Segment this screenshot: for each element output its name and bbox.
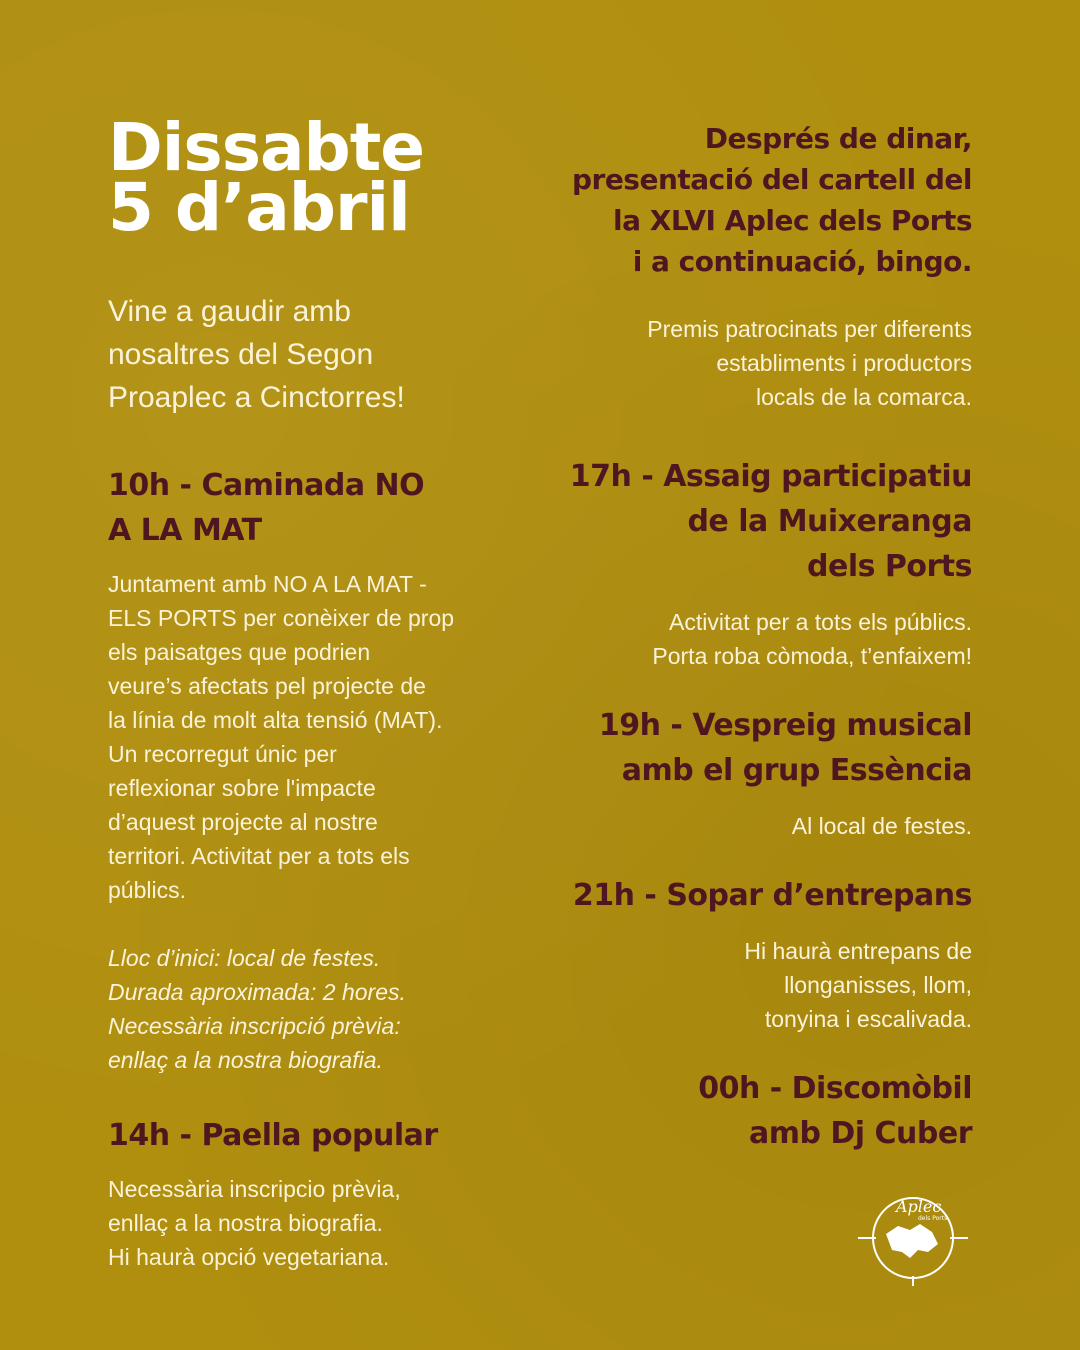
desc-line: Premis patrocinats per diferents [647, 316, 972, 342]
intro-line: nosaltres del Segon [108, 338, 374, 371]
event-heading-paella [108, 1113, 528, 1158]
desc-line: veure’s afectats pel projecte de [108, 673, 426, 699]
heading-line: 14h - Paella popular [108, 1118, 438, 1153]
svg-text:Aplec: Aplec [896, 1197, 942, 1216]
heading-line: 17h - Assaig participatiu [569, 459, 972, 494]
page-title [108, 109, 528, 246]
desc-line: reflexionar sobre l'impacte [108, 775, 376, 801]
heading-line: dels Ports [807, 549, 972, 584]
title-line: Dissabte [108, 109, 425, 186]
heading-line: de la Muixeranga [687, 504, 972, 539]
desc-line: territori. Activitat per a tots els [108, 843, 410, 869]
intro-line: Vine a gaudir amb [108, 295, 351, 328]
event-heading-discomobil [512, 1066, 972, 1156]
heading-line: 19h - Vespreig musical [598, 708, 972, 743]
heading-line: i a continuació, bingo. [632, 245, 972, 278]
note-line: Necessària inscripció prèvia: [108, 1013, 401, 1039]
desc-line: Porta roba còmoda, t’enfaixem! [652, 643, 972, 669]
right-column [512, 118, 972, 1156]
event-description-vespreig [512, 809, 972, 843]
desc-line: Activitat per a tots els públics. [669, 609, 972, 635]
desc-line: públics. [108, 877, 186, 903]
heading-line: 00h - Discomòbil [698, 1071, 972, 1106]
desc-line: establiments i productors [716, 350, 972, 376]
desc-line: Un recorregut únic per [108, 741, 337, 767]
event-heading-vespreig [512, 703, 972, 793]
heading-line: 10h - Caminada NO [108, 468, 425, 503]
note-line: Durada aproximada: 2 hores. [108, 979, 406, 1005]
event-heading-caminada [108, 463, 528, 553]
desc-line: d’aquest projecte al nostre [108, 809, 378, 835]
desc-line: enllaç a la nostra biografia. [108, 1210, 383, 1236]
desc-line: Hi haurà entrepans de [744, 938, 972, 964]
heading-line: presentació del cartell del [571, 163, 972, 196]
event-heading-presentacio [512, 118, 972, 282]
desc-line: locals de la comarca. [755, 384, 972, 410]
event-description-paella [108, 1172, 528, 1274]
aplec-dels-ports-logo-icon [858, 1186, 968, 1286]
event-notes-caminada [108, 941, 528, 1077]
desc-line: Al local de festes. [791, 813, 972, 839]
intro-line: Proaplec a Cinctorres! [108, 381, 405, 414]
left-column [108, 109, 528, 1274]
desc-line: Juntament amb NO A LA MAT - [108, 571, 427, 597]
intro-text [108, 290, 528, 419]
heading-line: A LA MAT [108, 513, 262, 548]
event-description-caminada [108, 567, 528, 907]
note-line: enllaç a la nostra biografia. [108, 1047, 383, 1073]
note-line: Lloc d’inici: local de festes. [108, 945, 381, 971]
desc-line: ELS PORTS per conèixer de prop [108, 605, 455, 631]
event-heading-muixeranga [512, 454, 972, 589]
heading-line: 21h - Sopar d’entrepans [572, 878, 972, 913]
heading-line: amb Dj Cuber [748, 1116, 972, 1151]
desc-line: els paisatges que podrien [108, 639, 371, 665]
heading-line: amb el grup Essència [621, 753, 972, 788]
desc-line: Hi haurà opció vegetariana. [108, 1244, 390, 1270]
svg-text:dels Ports: dels Ports [918, 1215, 948, 1222]
event-heading-sopar [512, 873, 972, 918]
desc-line: tonyina i escalivada. [764, 1006, 972, 1032]
title-line: 5 d’abril [108, 169, 410, 246]
heading-line: Després de dinar, [704, 122, 972, 155]
desc-line: llonganisses, llom, [784, 972, 972, 998]
heading-line: la XLVI Aplec dels Ports [613, 204, 972, 237]
event-description-presentacio [512, 312, 972, 414]
event-description-sopar [512, 934, 972, 1036]
desc-line: la línia de molt alta tensió (MAT). [108, 707, 443, 733]
event-description-muixeranga [512, 605, 972, 673]
desc-line: Necessària inscripcio prèvia, [108, 1176, 401, 1202]
